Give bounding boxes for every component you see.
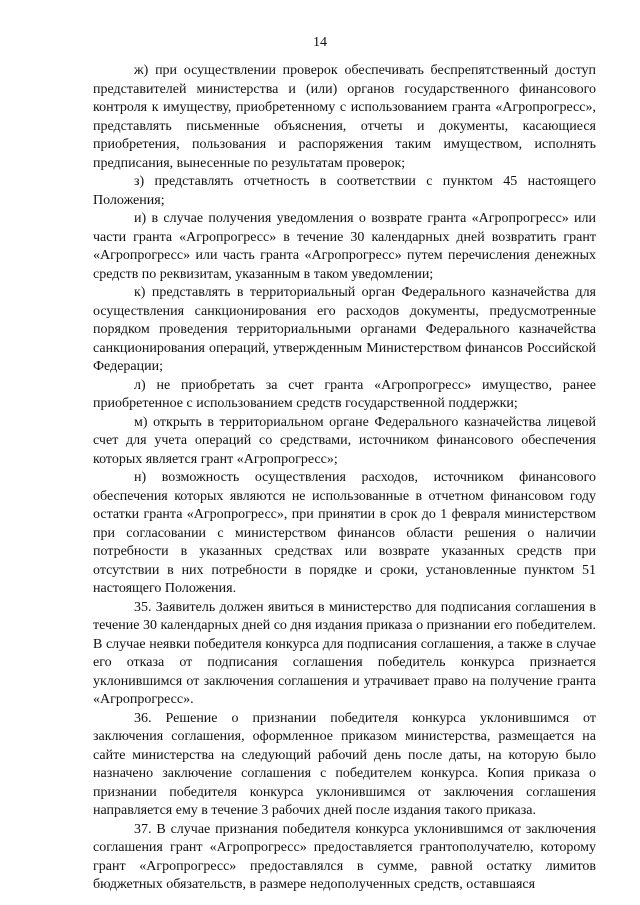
paragraph-35: 35. Заявитель должен явиться в министерство для подписания соглашения в течение 30 календарных дней со дня издания приказа о признании его победителем. В случае неявки победителя конкурса для подписания соглашения, а также в случае его отказа от подписания соглашения победитель конкурса признается уклонившимся от заключения соглашения и утрачивает право на получение гранта «Агропрогресс». [93, 599, 596, 707]
document-body [93, 62, 596, 895]
paragraph-i: и) в случае получения уведомления о возврате гранта «Агропрогресс» или части гранта «Агропрогресс» в течение 30 календарных дней возвратить грант «Агропрогресс» или часть гранта «Агропрогресс» путем перечисления денежных средств по реквизитам, указанным в таком уведомлении; [93, 211, 596, 282]
paragraph-l: л) не приобретать за счет гранта «Агропрогресс» имущество, ранее приобретенное с использованием средств государственной поддержки; [93, 377, 596, 411]
page-number: 14 [313, 35, 327, 50]
paragraph-n: н) возможность осуществления расходов, источником финансового обеспечения которых являются не использованные в отчетном финансовом году остатки гранта «Агропрогресс», при принятии в срок до 1 февраля министерством при согласовании с министерством финансов области решения о наличии потребности в указанных средствах или возврате указанных средств при отсутствии в них потребности в порядке и сроки, установленные пунктом 51 настоящего Положения. [93, 470, 596, 596]
paragraph-z: з) представлять отчетность в соответствии с пунктом 45 настоящего Положения; [93, 174, 596, 208]
paragraph-36: 36. Решение о признании победителя конкурса уклонившимся от заключения соглашения, оформленное приказом министерства, размещается на сайте министерства на следующий рабочий день после даты, на которую было назначено заключение соглашения с победителем конкурса. Копия приказа о признании победителя конкурса уклонившимся от заключения соглашения направляется ему в течение 3 рабочих дней после издания такого приказа. [93, 710, 596, 818]
paragraph-k: к) представлять в территориальный орган Федерального казначейства для осуществления санкционирования его расходов документы, предусмотренные порядком проведения территориальными органами Федерального казначейства санкционирования операций, утвержденным Министерством финансов Российской Федерации; [93, 285, 596, 374]
paragraph-zh: ж) при осуществлении проверок обеспечивать беспрепятственный доступ представителей министерства и (или) органов государственного финансового контроля к имуществу, приобретенному с использованием гранта «Агропрогресс», представлять письменные объяснения, отчеты и документы, касающиеся приобретения, пользования и распоряжения таким имуществом, исполнять предписания, вынесенные по результатам проверок; [93, 63, 596, 171]
paragraph-37: 37. В случае признания победителя конкурса уклонившимся от заключения соглашения грант «Агропрогресс» предоставляется грантополучателю, которому грант «Агропрогресс» предоставлялся в сумме, равной остатку лимитов бюджетных обязательств, в размере недополученных средств, оставшаяся [93, 821, 596, 892]
paragraph-m: м) открыть в территориальном органе Федерального казначейства лицевой счет для учета операций со средствами, источником финансового обеспечения которых является грант «Агропрогресс»; [93, 414, 596, 467]
